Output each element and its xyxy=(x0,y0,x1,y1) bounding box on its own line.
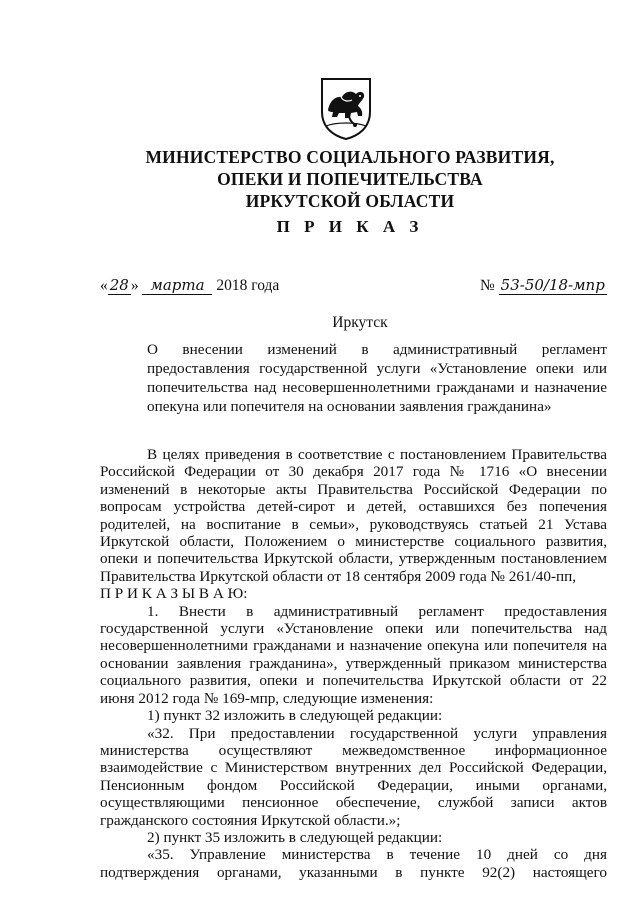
date-month: марта xyxy=(142,276,212,295)
point-32-text: «32. При предоставлении государственной услуги управления министерства осуществляют межведомственное информационное взаимодействие с Министерством внутренних дел Российской Федерации, Пенсионным фондом Российской Федерации, иными органами, осуществляющими пенсионное обеспечение, службой записи актов гражданского состояния Иркутской области.»; xyxy=(100,724,607,829)
order-body xyxy=(100,446,607,881)
order-date xyxy=(100,276,279,295)
ministry-name-line-2: ОПЕКИ И ПОПЕЧИТЕЛЬСТВА xyxy=(217,169,483,189)
number-sign: № xyxy=(480,277,495,294)
coat-of-arms-emblem xyxy=(318,76,374,140)
ministry-name-line-1: МИНИСТЕРСТВО СОЦИАЛЬНОГО РАЗВИТИЯ, xyxy=(145,147,555,167)
date-open-quote: « xyxy=(100,277,108,294)
point-35-text: «35. Управление министерства в течение 10 дней со дня подтверждения органами, указанными в пункте 92(2) настоящего xyxy=(100,846,607,881)
number-value: 53-50/18-мпр xyxy=(500,276,605,294)
date-year: 2018 года xyxy=(216,277,280,294)
subitem-2-paragraph: 2) пункт 35 изложить в следующей редакции: xyxy=(147,828,443,846)
order-number xyxy=(480,276,607,295)
order-directive: П Р И К А З Ы В А Ю: xyxy=(100,585,248,603)
date-day: 28 xyxy=(109,276,129,294)
date-close-quote: » xyxy=(130,277,139,294)
city: Иркутск xyxy=(332,314,388,331)
ministry-name-line-3: ИРКУТСКОЙ ОБЛАСТИ xyxy=(245,191,455,211)
item-1-paragraph: 1. Внести в административный регламент предоставления государственной услуги «Установление опеки или попечительства над несовершеннолетними гражданами и назначение опекуна или попечителя на основании заявления гражданина», утвержденный приказом министерства социального развития, опеки и попечительства Иркутской области от 22 июня 2012 года № 169-мпр, следующие изменения: xyxy=(100,602,607,707)
document-type-title: П Р И К А З xyxy=(276,217,424,236)
order-subject: О внесении изменений в административный регламент предоставления государственной услуги «Установление опеки или попечительства над несовершеннолетними гражданами и назначение опекуна или попечителя на основании заявления гражданина» xyxy=(147,341,607,415)
preamble-paragraph: В целях приведения в соответствие с постановлением Правительства Российской Федерации от 30 декабря 2017 года № 1716 «О внесении изменений в некоторые акты Правительства Российской Федерации по вопросам устройства детей-сирот и детей, оставшихся без попечения родителей, на воспитание в семьи», руководствуясь статьей 21 Устава Иркутской области, Положением о министерстве социального развития, опеки и попечительства Иркутской области, утвержденным постановлением Правительства Иркутской области от 18 сентября 2009 года № 261/40-пп, xyxy=(100,446,607,585)
subitem-1-paragraph: 1) пункт 32 изложить в следующей редакции: xyxy=(147,707,443,725)
